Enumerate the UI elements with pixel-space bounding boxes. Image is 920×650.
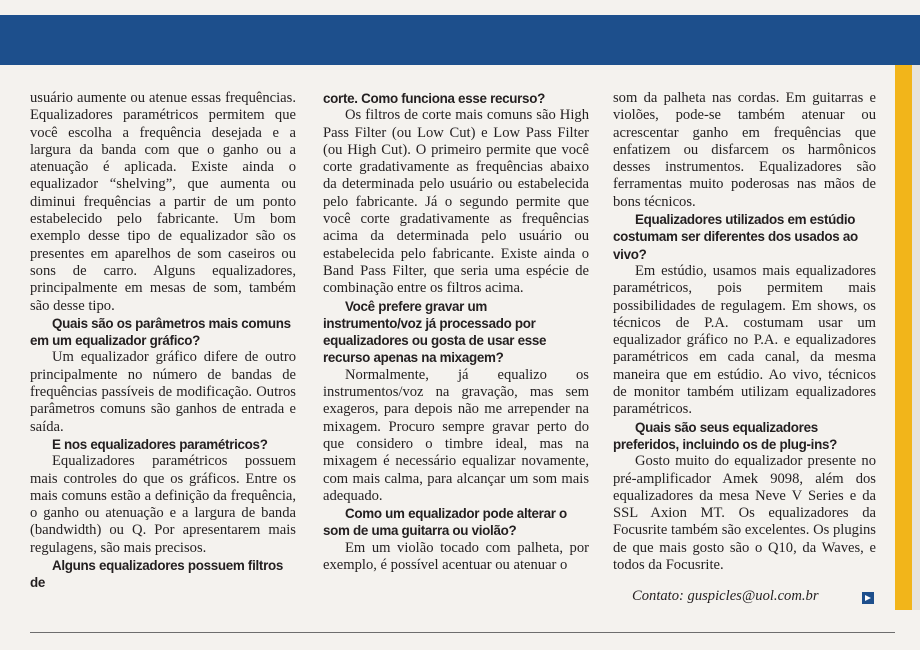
question-heading: E nos equalizadores paramétricos? <box>52 436 268 452</box>
bottom-rule <box>30 632 895 633</box>
question-heading: Quais são os parâmetros mais comuns em um equalizador gráfico? <box>30 315 291 349</box>
column-1 <box>30 90 296 592</box>
answer-paragraph: Em estúdio, usamos mais equalizadores paramétricos, pois permitem mais possibilidades de regulagem. Em shows, os técnicos de P.A. costumam usar um equalizador gráfico no P.A. e equalizadores paramétricos em cada canal, da mesma maneira que em estúdio. Ao vivo, técnicos de monitor também utilizam equalizadores paramétricos. <box>613 262 876 418</box>
answer-paragraph: Normalmente, já equalizo os instrumentos/voz na gravação, mas sem exageros, para depois não me arrepender na mixagem. Procuro sempre gravar perto do que considero o timbre ideal, mas na mixagem é necessário equalizar novamente, com mais calma, para alcançar um som mais adequado. <box>323 366 589 504</box>
question-heading: Quais são seus equalizadores preferidos, incluindo os de plug-ins? <box>613 419 837 452</box>
page-edge <box>912 65 920 610</box>
question-heading: Alguns equalizadores possuem filtros de <box>30 558 284 591</box>
answer-paragraph: Os filtros de corte mais comuns são High Pass Filter (ou Low Cut) e Low Pass Filter (ou High Cut). O primeiro permite que você corte gradativamente as frequências abaixo da determinada pelo usuário ou estabelecida pelo fabricante. Já o segundo permite que você corte gradativamente as frequências acima da determinada pelo usuário ou estabelecida pelo fabricante. Existe ainda o Band Pass Filter, que seria uma espécie de combinação entre os filtros acima. <box>323 107 589 297</box>
question-heading: Como um equalizador pode alterar o som de uma guitarra ou violão? <box>323 506 567 539</box>
header-band <box>0 15 920 65</box>
side-accent-bar <box>895 65 912 610</box>
column-2 <box>323 90 589 574</box>
answer-paragraph: Um equalizador gráfico difere de outro principalmente no número de bandas de frequências passíveis de modificação. Outros parâmetros comuns são ganhos de entrada e saída. <box>30 349 296 435</box>
question-heading: Equalizadores utilizados em estúdio costumam ser diferentes dos usados ao vivo? <box>613 212 858 262</box>
answer-paragraph: som da palheta nas cordas. Em guitarras e violões, pode-se também atenuar ou acrescentar ganho em frequências que enfatizem ou disfarcem os harmônicos desses instrumentos. Equalizadores são ferramentas muito poderosas nas mãos de bons técnicos. <box>613 90 876 210</box>
end-of-article-icon <box>862 592 874 604</box>
answer-paragraph: Gosto muito do equalizador presente no pré-amplificador Amek 9098, além dos equalizadores da mesa Neve V Series e da SSL Axion MT. Os equalizadores da Focusrite também são excelentes. Os plugins de que mais gosto são o Q10, da Waves, e todos da Focusrite. <box>613 453 876 574</box>
answer-paragraph: usuário aumente ou atenue essas frequências. Equalizadores paramétricos permitem que você escolha a frequência desejada e a largura da banda com que o ganho ou a atenuação é aplicada. Existe ainda o equalizador “shelving”, que aumenta ou diminui frequências a partir de um ponto estabelecido pelo fabricante. Um bom exemplo desse tipo de equalizador são os presentes em aparelhos de som caseiros ou sons de carro. Alguns equalizadores, principalmente em mesas de som, também são desse tipo. <box>30 90 296 314</box>
answer-paragraph: Em um violão tocado com palheta, por exemplo, é possível acentuar ou atenuar o <box>323 539 589 574</box>
column-3 <box>613 90 876 574</box>
question-heading: corte. Como funciona esse recurso? <box>323 91 545 106</box>
contact-line: Contato: guspicles@uol.com.br <box>632 588 819 604</box>
answer-paragraph: Equalizadores paramétricos possuem mais controles do que os gráficos. Entre os mais comuns estão a definição da frequência, o ganho ou atenuação e a largura de banda (bandwidth) ou Q. Por apresentarem mais regulagens, são mais precisos. <box>30 453 296 556</box>
question-heading: Você prefere gravar um instrumento/voz já processado por equalizadores ou gosta de usar esse recurso apenas na mixagem? <box>323 298 547 366</box>
